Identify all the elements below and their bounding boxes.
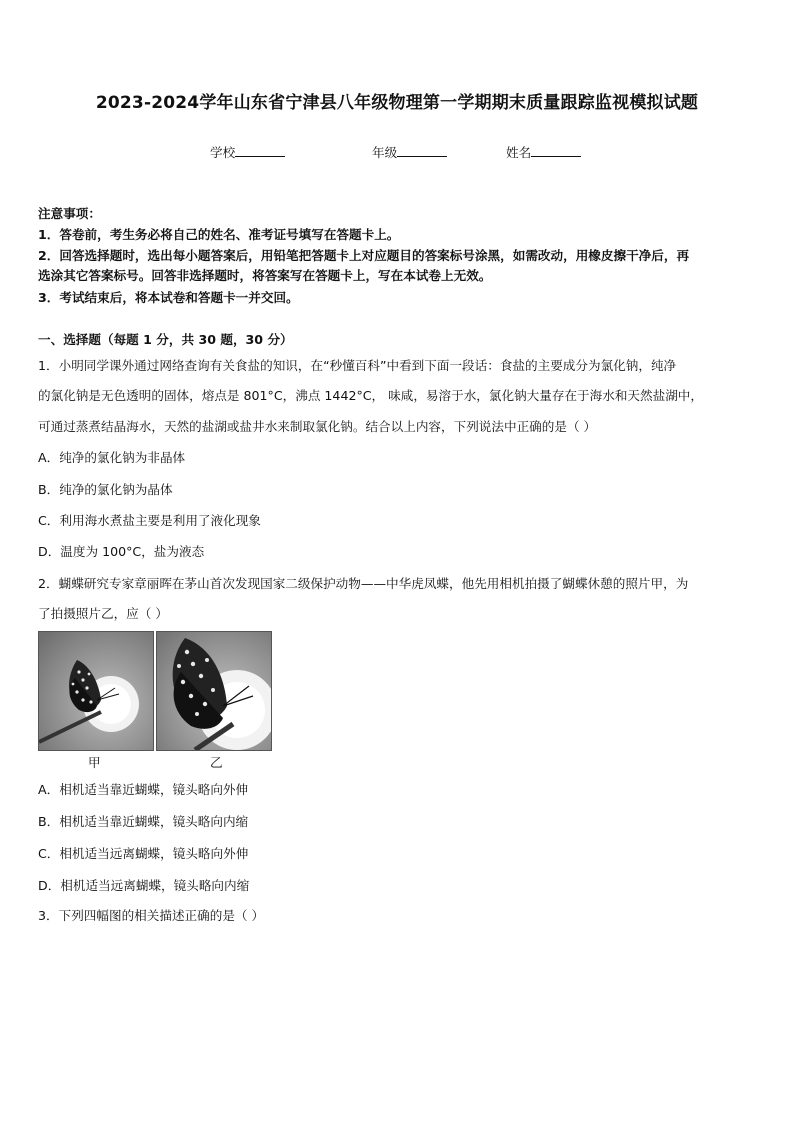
name-blank [531,144,581,157]
note-item: 1．答卷前，考生务必将自己的姓名、准考证号填写在答题卡上。 [38,227,400,242]
question-1-line: 的氯化钠是无色透明的固体，熔点是 801°C，沸点 1442°C， 味咸，易溶于水，氯化钠大量存在于海水和天然盐湖中， [38,388,703,403]
question-3-line: 3．下列四幅图的相关描述正确的是（ ） [38,908,265,923]
notes-heading: 注意事项： [38,206,101,221]
photo-label-yi: 乙 [210,755,223,770]
note-item: 3．考试结束后，将本试卷和答题卡一并交回。 [38,290,299,305]
question-1-option-b: B．纯净的氯化钠为晶体 [38,482,173,497]
question-1-option-d: D．温度为 100°C，盐为液态 [38,544,205,559]
question-1-option-c: C．利用海水煮盐主要是利用了液化现象 [38,513,261,528]
page-title: 2023-2024学年山东省宁津县八年级物理第一学期期末质量跟踪监视模拟试题 [95,93,699,113]
question-1-line: 1．小明同学课外通过网络查询有关食盐的知识，在“秒懂百科”中看到下面一段话：食盐的主要成分为氯化钠，纯净 [38,358,677,373]
note-item: 2．回答选择题时，选出每小题答案后，用铅笔把答题卡上对应题目的答案标号涂黑，如需改动，用橡皮擦干净后，再 [38,248,690,263]
school-label: 学校 [210,145,236,160]
question-2-line: 了拍摄照片乙，应（ ） [38,606,168,621]
name-label: 姓名 [506,145,532,160]
butterfly-photo-yi-image [157,632,271,750]
question-1-line: 可通过蒸煮结晶海水，天然的盐湖或盐井水来制取氯化钠。结合以上内容，下列说法中正确的是（ ） [38,419,597,434]
butterfly-photo-yi [156,631,272,751]
butterfly-photo-jia-image [39,632,153,750]
section-heading: 一、选择题（每题 1 分，共 30 题，30 分） [38,332,293,347]
butterfly-photo-jia [38,631,154,751]
note-item: 选涂其它答案标号。回答非选择题时，将答案写在答题卡上，写在本试卷上无效。 [38,268,492,283]
question-2-option-b: B．相机适当靠近蝴蝶，镜头略向内缩 [38,814,249,829]
grade-blank [397,144,447,157]
school-field [210,142,285,161]
grade-field [372,142,447,161]
question-2-option-d: D．相机适当远离蝴蝶，镜头略向内缩 [38,878,250,893]
question-2-line: 2．蝴蝶研究专家章丽晖在茅山首次发现国家二级保护动物——中华虎凤蝶，他先用相机拍摄了蝴蝶休憩的照片甲，为 [38,576,689,591]
school-blank [235,144,285,157]
question-1-option-a: A．纯净的氯化钠为非晶体 [38,450,186,465]
question-2-option-a: A．相机适当靠近蝴蝶，镜头略向外伸 [38,782,249,797]
photo-label-jia: 甲 [88,755,101,770]
question-2-option-c: C．相机适当远离蝴蝶，镜头略向外伸 [38,846,249,861]
name-field [506,142,581,161]
grade-label: 年级 [372,145,398,160]
